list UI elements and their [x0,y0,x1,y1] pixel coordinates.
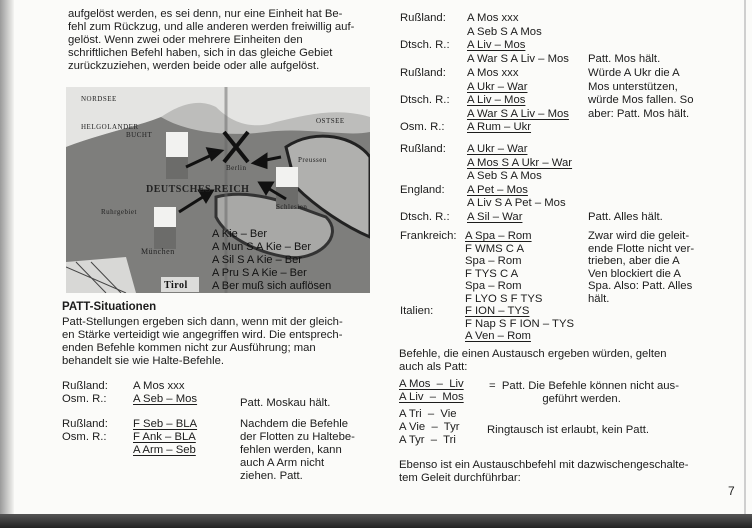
ring-order: A Tri – Vie [399,408,457,420]
example-note: Würde A Ukr die A Mos unterstützen, würde Mos fallen. So aber: Patt. Mos hält. [588,67,694,120]
exchange-note: = Patt. Die Befehle können nicht aus- geführt werden. [489,380,679,405]
order-line: A Liv – Mos [467,94,526,106]
order-line: F TYS C A [465,267,519,280]
map-label: Ruhrgebiet [101,208,137,216]
example-note: Zwar wird die geleit- ende Flotte nicht ver- trieben, aber die A Ven blockiert die A Spa. Also: Patt. Alles hält. [588,230,695,305]
country-label: Rußland: [62,418,108,430]
example-note: Nachdem die Befehle der Flotten zu Haltebe- fehlen werden, kann auch A Arm nicht ziehen. Patt. [240,418,355,482]
order-line: A Seb S A Mos [467,25,542,38]
exchange-order: A Mos – Liv [399,378,464,390]
map-label: München [141,247,175,256]
example-note: Patt. Mos hält. [588,52,661,65]
country-label: Rußland: [400,143,446,155]
order-line: A Ukr – War [467,143,528,155]
order-line: F Ank – BLA [133,431,196,443]
order-line: A War S A Liv – Mos [467,107,569,120]
order-line: A Seb – Mos [133,393,198,405]
map-label: Berlin [226,164,247,172]
map-order: A Kie – Ber [212,228,268,240]
map-label: Tirol [164,280,188,291]
order-line: A Mos S A Ukr – War [467,156,573,169]
order-line: A Pet – Mos [467,183,528,196]
order-line: Spa – Rom [465,280,522,292]
country-label: Osm. R.: [62,393,107,405]
map-order: A Ber muß sich auflösen [212,280,332,292]
order-line: A Ven – Rom [465,330,531,342]
country-label: Frankreich: [400,230,457,242]
map-label: Schlesien [276,203,308,211]
map-label: OSTSEE [316,117,345,125]
country-label: Rußland: [62,380,108,392]
order-line: A Liv S A Pet – Mos [467,197,566,209]
country-label: Dtsch. R.: [400,39,450,51]
order-line: A Mos xxx [467,12,519,24]
map-label: DEUTSCHES REICH [146,184,250,195]
country-label: England: [400,183,445,196]
intro-paragraph: aufgelöst werden, es sei denn, nur eine Einheit hat Be- fehl zum Rückzug, und alle anderen werden freiwillig auf- gelöst. Wenn zwei oder mehrere Einheiten den schriftlichen Befehl haben, sich in das gleiche Gebiet zurückzuziehen, werden beide oder alle aufgelöst. [68,8,355,72]
order-line: A Spa – Rom [465,230,532,242]
page-binding [0,0,14,528]
exchange-order: A Liv – Mos [399,391,464,403]
map-label: NORDSEE [81,95,117,103]
game-map-photo [66,87,370,293]
order-line: A Liv – Mos [467,39,526,51]
example-note: Patt. Alles hält. [588,210,663,223]
ring-order: A Tyr – Tri [399,434,456,446]
order-line: F WMS C A [465,242,524,255]
order-line: A War S A Liv – Mos [467,52,569,65]
order-line: A Seb S A Mos [467,170,542,182]
section-heading: PATT-Situationen [62,301,157,313]
map-label: HELGOLANDER [81,123,139,131]
example-note: Patt. Moskau hält. [240,397,331,409]
exchange-intro: Befehle, die einen Austausch ergeben würden, gelten auch als Patt: [399,348,667,373]
map-order: A Pru S A Kie – Ber [212,267,307,279]
map-order: A Mun S A Kie – Ber [212,241,312,253]
country-label: Rußland: [400,12,446,24]
order-line: A Mos xxx [467,67,519,79]
order-line: A Arm – Seb [133,444,196,456]
ring-note: Ringtausch ist erlaubt, kein Patt. [487,424,650,436]
map-label: Preussen [298,156,327,164]
order-line: F Nap S F ION – TYS [465,317,575,330]
country-label: Rußland: [400,67,446,79]
order-line: F ION – TYS [465,305,530,317]
order-line: A Mos xxx [133,380,185,392]
order-line: F Seb – BLA [133,418,198,430]
page-edge [744,0,746,515]
order-line: Spa – Rom [465,255,522,267]
map-label: BUCHT [126,131,153,139]
country-label: Osm. R.: [400,121,445,133]
page-number: 7 [728,484,735,498]
country-label: Dtsch. R.: [400,210,450,223]
page-bottom-shadow [0,514,752,528]
country-label: Osm. R.: [62,431,107,443]
ring-order: A Vie – Tyr [399,421,460,433]
map-order: A Sil S A Kie – Ber [212,254,302,266]
country-label: Dtsch. R.: [400,94,450,106]
closing-paragraph: Ebenso ist ein Austauschbefehl mit dazwischengeschalte- tem Geleit durchführbar: [399,459,689,484]
order-line: A Ukr – War [467,80,528,93]
country-label: Italien: [400,305,434,317]
order-line: F LYO S F TYS [465,292,543,305]
order-line: A Sil – War [467,210,523,223]
patt-paragraph: Patt-Stellungen ergeben sich dann, wenn mit der gleich- en Stärke verteidigt wie angegriffen wird. Die entsprech- enden Befehle kommen nicht zur Ausführung; man behandelt sie wie Halte-Befehle. [62,316,343,367]
order-line: A Rum – Ukr [467,121,532,133]
